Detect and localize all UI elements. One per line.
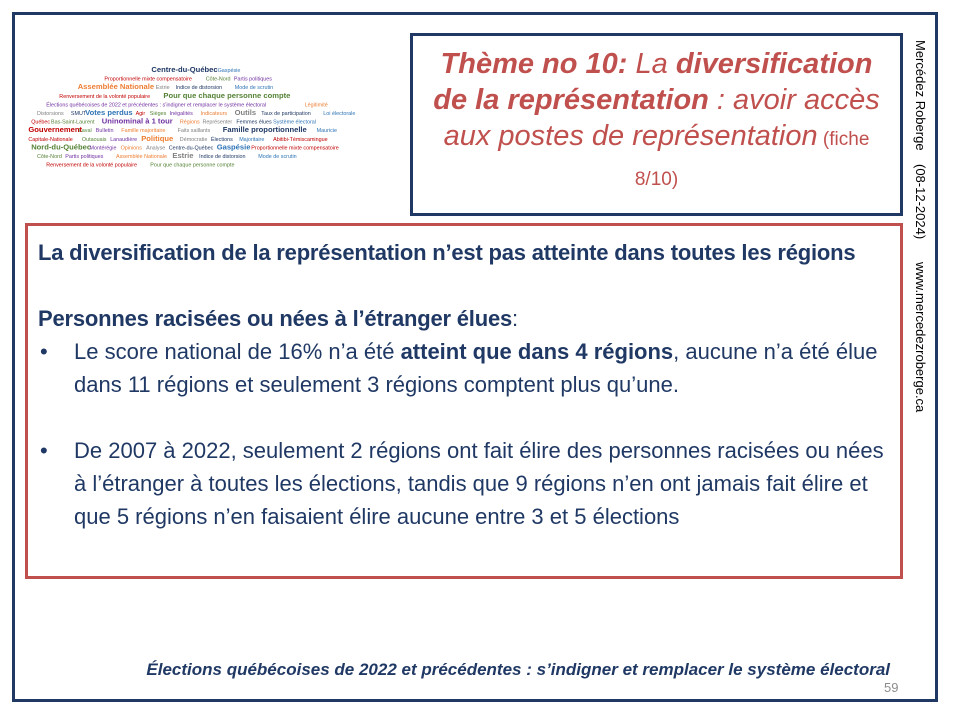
word-cloud-word: Faits saillants <box>177 128 211 135</box>
word-cloud-word: Inégalités <box>169 111 193 117</box>
word-cloud-word: Régions <box>179 119 200 126</box>
word-cloud-word: Mode de scrutin <box>234 85 274 92</box>
word-cloud-word: Élections québécoises de 2022 et précédentes : s’indigner et remplacer le système électoral <box>46 102 267 109</box>
word-cloud <box>28 60 373 210</box>
theme-title-box <box>410 33 903 216</box>
word-cloud-word: Assemblée Nationale <box>77 82 155 92</box>
word-cloud-word: Pour que chaque personne compte <box>163 90 291 100</box>
word-cloud-word: Gouvernement <box>28 125 82 135</box>
word-cloud-word: Famille majoritaire <box>121 128 166 135</box>
word-cloud-word: Capitale-Nationale <box>28 136 73 143</box>
word-cloud-word: Sièges <box>149 111 167 117</box>
side-author: Mercédez Roberge <box>913 40 928 151</box>
word-cloud-word: Pour que chaque personne compte <box>150 162 235 169</box>
word-cloud-word: Légitimité <box>304 102 328 109</box>
theme-fiche: (fiche 8/10) <box>634 129 870 190</box>
word-cloud-word: Analyse <box>146 145 166 152</box>
word-cloud-word: Montérégie <box>89 145 117 152</box>
word-cloud-word: Outaouais <box>81 136 107 143</box>
word-cloud-word: Gaspésie <box>216 142 251 152</box>
word-cloud-word: Indicateurs <box>200 111 228 117</box>
word-cloud-word: Indice de distorsion <box>199 154 246 160</box>
word-cloud-word: Loi électorale <box>323 111 356 117</box>
word-cloud-word: Gaspésie <box>217 68 241 74</box>
content-subheading: Personnes racisées ou nées à l’étranger élues <box>38 306 513 331</box>
word-cloud-word: Assemblée Nationale <box>116 154 167 160</box>
word-cloud-word: Majoritaire <box>239 136 265 143</box>
word-cloud-word: Partis politiques <box>65 154 104 160</box>
word-cloud-word: Indice de distorsion <box>175 85 223 92</box>
word-cloud-word: Côte-Nord <box>37 154 62 160</box>
content-subheading-colon: : <box>512 306 519 331</box>
word-cloud-word: Votes perdus <box>85 108 133 117</box>
word-cloud-word: Centre-du-Québec <box>168 145 214 152</box>
theme-bold-diversification: diversification <box>675 48 873 80</box>
word-cloud-word: Représenter <box>202 119 233 126</box>
word-cloud-word: Lanaudière <box>110 136 138 143</box>
word-cloud-word: Estrie <box>155 85 170 92</box>
word-cloud-word: Québec <box>31 119 51 126</box>
bullet-item-2 <box>38 434 888 533</box>
word-cloud-word: Outils <box>234 108 257 117</box>
word-cloud-word: Femmes élues <box>236 119 272 126</box>
word-cloud-word: Uninominal à 1 tour <box>101 116 173 126</box>
word-cloud-word: Côte-Nord <box>205 76 231 83</box>
word-cloud-word: Bas-Saint-Laurent <box>51 119 95 126</box>
bullet1-text-b: , aucune n’a été élue dans 11 régions et seulement 3 régions comptent plus qu’une. <box>74 339 878 397</box>
content-heading: La diversification de la représentation n’est pas atteinte dans toutes les régions <box>38 240 856 265</box>
word-cloud-word: Bulletin <box>95 128 114 135</box>
word-cloud-word: Nord-du-Québec <box>31 142 92 152</box>
word-cloud-word: Mauricie <box>316 128 337 135</box>
word-cloud-word: Démocratie <box>179 136 208 143</box>
word-cloud-word: Abitibi-Témiscamingue <box>273 136 328 143</box>
word-cloud-word: Taux de participation <box>261 111 311 117</box>
page-number: 59 <box>884 680 899 695</box>
word-cloud-word: Agir <box>135 111 146 117</box>
bullet-item-1 <box>38 335 888 401</box>
word-cloud-word: Laval <box>78 128 92 135</box>
bullet1-text-a: Le score national de 16% n’a été <box>74 339 401 364</box>
word-cloud-word: Renversement de la volonté populaire <box>59 93 151 100</box>
word-cloud-word: Proportionnelle mixte compensatoire <box>251 145 339 152</box>
subheading-line <box>38 302 888 335</box>
bullet2-text: De 2007 à 2022, seulement 2 régions ont fait élire des personnes racisées ou nées à l’étranger à toutes les élections, tandis que 9 régions n’en ont jamais fait élire et que 5 régions n’en faisaient élire aucune entre 3 et 5 élections <box>74 438 884 529</box>
word-cloud-word: Estrie <box>172 151 194 160</box>
word-cloud-word: Centre-du-Québec <box>151 65 218 74</box>
theme-prefix: Thème no 10: <box>440 48 628 80</box>
theme-la: La <box>627 48 676 80</box>
word-cloud-word: Politique <box>141 133 174 143</box>
word-cloud-word: Mode de scrutin <box>258 154 297 160</box>
word-cloud-word: Proportionnelle mixte compensatoire <box>104 76 192 83</box>
word-cloud-word: Distorsions <box>37 111 64 117</box>
side-website: www.mercedezroberge.ca <box>913 262 928 413</box>
theme-rest: : avoir accès aux postes de représentation <box>443 84 880 152</box>
bullet-list <box>38 335 888 533</box>
word-cloud-word: Partis politiques <box>233 76 272 83</box>
word-cloud-word: Système électoral <box>273 119 316 126</box>
word-cloud-word: Opinions <box>120 145 142 152</box>
word-cloud-word: Renversement de la volonté populaire <box>46 162 138 169</box>
word-cloud-word: SMUT <box>70 111 87 117</box>
theme-bold-representation: de la représentation <box>433 84 709 116</box>
footer-text: Élections québécoises de 2022 et précédentes : s’indigner et remplacer le système électoral <box>146 660 890 679</box>
side-vertical-text <box>902 38 942 438</box>
bullet1-text-bold: atteint que dans 4 régions <box>400 339 674 364</box>
side-date: (08-12-2024) <box>913 164 928 240</box>
content-box <box>25 223 903 579</box>
word-cloud-word: Famille proportionnelle <box>222 125 307 135</box>
word-cloud-word: Élections <box>210 136 233 143</box>
